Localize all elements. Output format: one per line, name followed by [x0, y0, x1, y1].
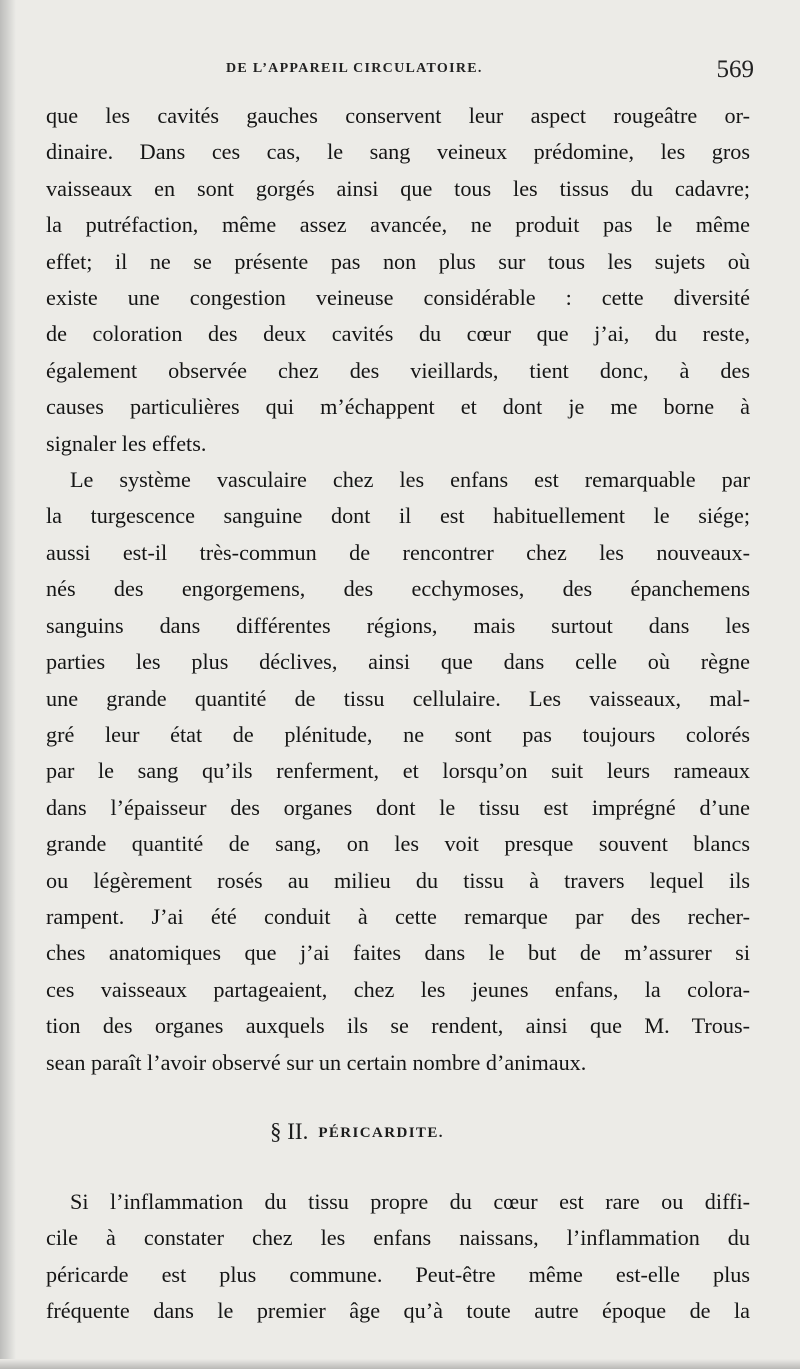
text-line: tion des organes auxquels ils se rendent, ainsi que M. Trous- — [46, 1013, 750, 1039]
text-line: gré leur état de plénitude, ne sont pas toujours colorés — [46, 721, 750, 747]
text-line: vaisseaux en sont gorgés ainsi que tous les tissus du cadavre; — [46, 175, 750, 201]
text-line: ches anatomiques que j’ai faites dans le but de m’assurer si — [46, 940, 750, 966]
text-line: une grande quantité de tissu cellulaire. Les vaisseaux, mal- — [46, 685, 750, 711]
text-line: cile à constater chez les enfans naissans, l’inflammation du — [46, 1225, 750, 1251]
page-binding-shadow — [0, 0, 16, 1369]
text-line: péricarde est plus commune. Peut-être même est-elle plus — [46, 1261, 750, 1287]
text-line: par le sang qu’ils renferment, et lorsqu’on suit leurs rameaux — [46, 758, 750, 784]
text-line: nés des engorgemens, des ecchymoses, des épanchemens — [46, 576, 750, 602]
text-line: la turgescence sanguine dont il est habituellement le siége; — [46, 503, 750, 529]
section-text — [46, 1184, 750, 1329]
text-line: effet; il ne se présente pas non plus sur tous les sujets où — [46, 248, 750, 274]
text-line: Si l’inflammation du tissu propre du cœur est rare ou diffi- — [70, 1189, 750, 1214]
running-title: DE L’APPAREIL CIRCULATOIRE. — [226, 61, 483, 76]
text-line: que les cavités gauches conservent leur aspect rougeâtre or- — [46, 103, 750, 128]
section-number: § II. — [270, 1119, 309, 1144]
text-line: rampent. J’ai été conduit à cette remarque par des recher- — [46, 903, 750, 929]
text-line: la putréfaction, même assez avancée, ne produit pas le même — [46, 212, 750, 238]
text-line: sean paraît l’avoir observé sur un certain nombre d’animaux. — [46, 1049, 587, 1075]
text-line: Le système vasculaire chez les enfans est remarquable par — [70, 467, 750, 493]
page-number: 569 — [716, 56, 754, 83]
text-line: parties les plus déclives, ainsi que dans celle où règne — [46, 649, 750, 675]
text-line: également observée chez des vieillards, tient donc, à des — [46, 357, 750, 383]
section-title: PÉRICARDITE. — [318, 1125, 444, 1141]
page-bottom-shadow — [0, 1359, 800, 1369]
text-line: signaler les effets. — [46, 430, 207, 456]
text-line: causes particulières qui m’échappent et dont je me borne à — [46, 394, 750, 420]
text-line: dans l’épaisseur des organes dont le tissu est imprégné d’une — [46, 794, 750, 820]
text-line: existe une congestion veineuse considérable : cette diversité — [46, 285, 750, 311]
text-line: fréquente dans le premier âge qu’à toute autre époque de la — [46, 1297, 750, 1323]
text-line: aussi est-il très-commun de rencontrer chez les nouveaux- — [46, 539, 750, 565]
text-line: ou légèrement rosés au milieu du tissu à travers lequel ils — [46, 867, 750, 893]
text-line: dinaire. Dans ces cas, le sang veineux prédomine, les gros — [46, 139, 750, 165]
main-text — [46, 98, 750, 1081]
section-heading — [270, 1119, 510, 1145]
text-line: de coloration des deux cavités du cœur que j’ai, du reste, — [46, 321, 750, 347]
text-line: grande quantité de sang, on les voit presque souvent blancs — [46, 831, 750, 857]
text-line: sanguins dans différentes régions, mais surtout dans les — [46, 612, 750, 638]
text-line: ces vaisseaux partageaient, chez les jeunes enfans, la colora- — [46, 976, 750, 1002]
